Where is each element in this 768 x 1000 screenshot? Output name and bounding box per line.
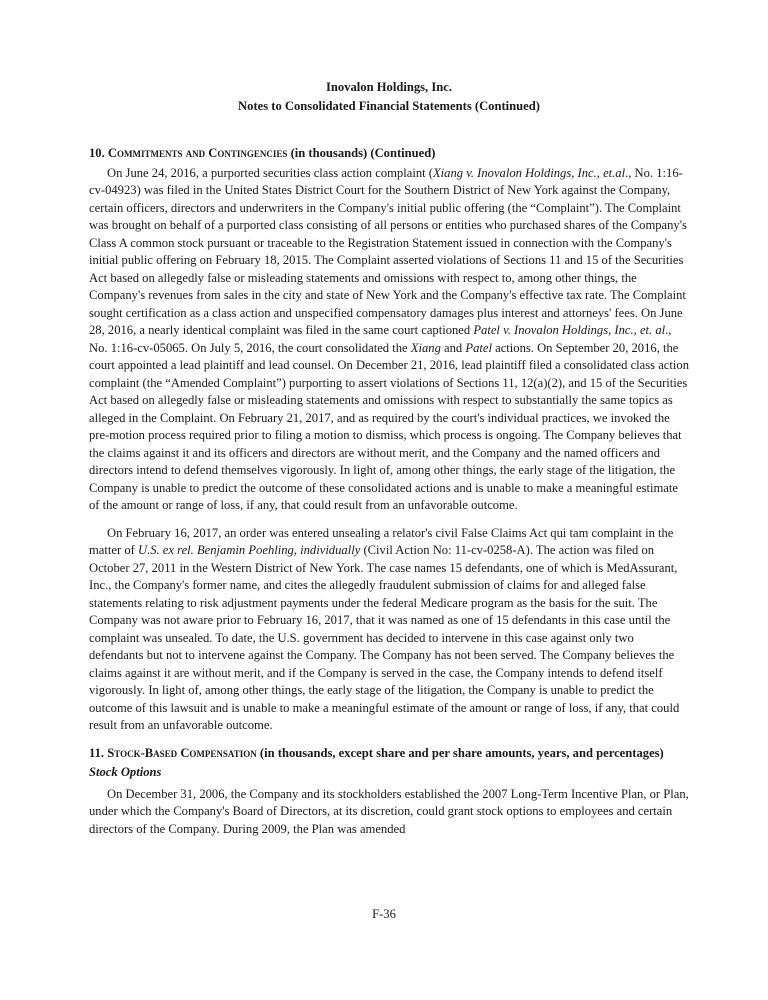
- section-10-paragraph-1: On June 24, 2016, a purported securities class action complaint (Xiang v. Inovalon Holdings, Inc., et.al., No. 1:16-cv-04923) was filed in the United States District Court for the Southern District of New York against the Company, certain officers, directors and underwriters in the Company's initial public offering (the “Complaint”). The Complaint was brought on behalf of a purported class consisting of all persons or entities who purchased shares of the Company's Class A common stock pursuant or traceable to the Registration Statement issued in connection with the Company's initial public offering on February 18, 2015. The Complaint asserted violations of Sections 11 and 15 of the Securities Act based on allegedly false or misleading statements and omissions with respect to, among other things, the Company's revenues from sales in the city and state of New York and the Company's effective tax rate. The Complaint sought certification as a class action and unspecified compensatory damages plus interest and attorneys' fees. On June 28, 2016, a nearly identical complaint was filed in the same court captioned Patel v. Inovalon Holdings, Inc., et. al., No. 1:16-cv-05065. On July 5, 2016, the court consolidated the Xiang and Patel actions. On September 20, 2016, the court appointed a lead plaintiff and lead counsel. On December 21, 2016, lead plaintiff filed a consolidated class action complaint (the “Amended Complaint”) purporting to assert violations of Sections 11, 12(a)(2), and 15 of the Securities Act based on allegedly false or misleading statements and omissions with respect to substantially the same topics as alleged in the Complaint. On February 21, 2017, and as required by the court's individual practices, we invoked the pre-motion process required prior to filing a motion to dismiss, which process is ongoing. The Company believes that the claims against it and its officers and directors are without merit, and the Company and the named officers and directors intend to defend themselves vigorously. In light of, among other things, the early stage of the litigation, the Company is unable to predict the outcome of these consolidated actions and is unable to make a meaningful estimate of the amount or range of loss, if any, that could result from an unfavorable outcome.: [89, 165, 689, 512]
- section-10-title-qualifier: (in thousands) (Continued): [290, 146, 436, 160]
- section-11-heading: [89, 745, 689, 763]
- section-11-title: Stock-Based Compensation: [107, 745, 257, 760]
- section-10-number: 10.: [89, 146, 105, 160]
- section-11-title-qualifier: (in thousands, except share and per share amounts, years, and percentages): [259, 745, 664, 760]
- section-11-number: 11.: [89, 745, 105, 760]
- section-11-paragraph-1: On December 31, 2006, the Company and its stockholders established the 2007 Long-Term Incentive Plan, or Plan, under which the Company's Board of Directors, at its discretion, could grant stock options to employees and certain directors of the Company. During 2009, the Plan was amended: [89, 786, 689, 836]
- section-10-title: Commitments and Contingencies: [107, 146, 288, 160]
- company-name: Inovalon Holdings, Inc.: [326, 80, 452, 94]
- page-number: F-36: [372, 907, 396, 921]
- section-10-heading: [89, 145, 689, 163]
- stock-options-subheading: Stock Options: [89, 765, 162, 779]
- section-10-paragraph-2: On February 16, 2017, an order was entered unsealing a relator's civil False Claims Act qui tam complaint in the matter of U.S. ex rel. Benjamin Poehling, individually (Civil Action No: 11-cv-0258-A). The action was filed on October 27, 2011 in the Western District of New York. The case names 15 defendants, one of which is MedAssurant, Inc., the Company's former name, and cites the allegedly fraudulent submission of claims for and alleged false statements relating to risk adjustment payments under the federal Medicare program as the basis for the suit. The Company was not aware prior to February 16, 2017, that it was named as one of 15 defendants in this case until the complaint was unsealed. To date, the U.S. government has decided to intervene in this case against only two defendants but not to intervene against the Company. The Company has not been served. The Company believes the claims against it are without merit, and if the Company is served in the case, the Company intends to defend itself vigorously. In light of, among other things, the early stage of the litigation, the Company is unable to predict the outcome of this lawsuit and is unable to make a meaningful estimate of the amount or range of loss, if any, that could result from an unfavorable outcome.: [89, 525, 680, 732]
- page-content: [89, 145, 689, 848]
- page-subtitle: Notes to Consolidated Financial Statements (Continued): [238, 99, 540, 113]
